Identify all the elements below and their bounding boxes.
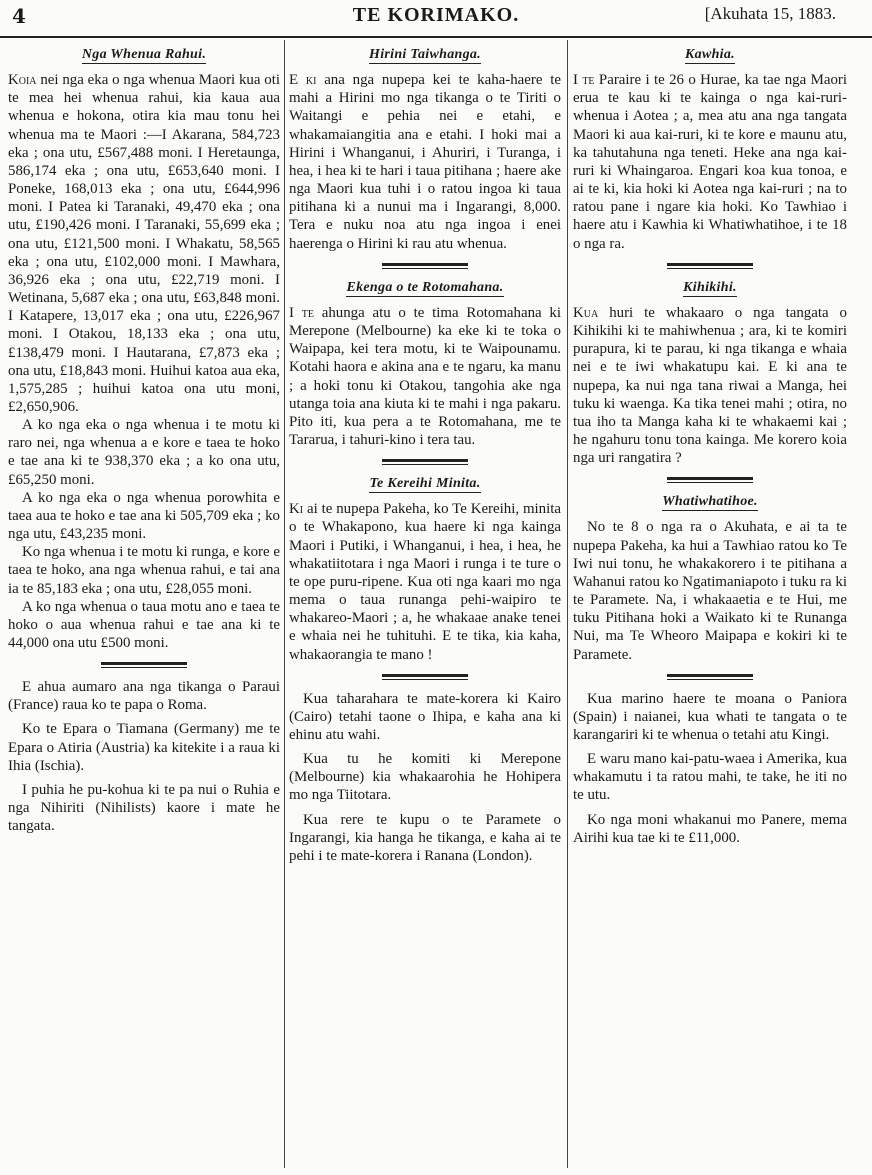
article-paragraph: E waru mano kai-patu-waea i Amerika, kua whakamutu i ta ratou mahi, te take, he iti no te utu. <box>573 751 847 804</box>
column-3 <box>573 40 847 1170</box>
article-paragraph: I te ahunga atu o te tima Rotomahana ki Merepone (Melbourne) ka eke ki te toka o Waipapa, kei tera motu, ki te Waipounamu. Kotahi haora e akina ana e te ngaru, ka manu ; a hoki tonu ki Otakou, tangohia ake nga utanga toia ana kiuta ki te mahi i nga pakaru. Pito iti, kua pera a te Rotomahana, me te Tararua, i tahuri-kino i tera tau. <box>289 304 561 448</box>
article-paragraph: Ko nga moni whakanui mo Panere, mema Airihi kua tae ki te £11,000. <box>573 811 847 846</box>
lead-word: Koia <box>8 72 37 89</box>
lead-word: E ki <box>289 72 317 89</box>
lead-word: Ki <box>289 501 304 518</box>
heading-te-kereihi-minita: Te Kereihi Minita. <box>369 476 481 492</box>
issue-date: [Akuhata 15, 1883. <box>704 4 836 23</box>
article-paragraph: A ko nga whenua o taua motu ano e taea te hoko o aua whenua rahui e tae ana ki te 44,000 ona utu £500 moni. <box>8 598 280 651</box>
section-divider <box>382 263 468 269</box>
section-divider <box>667 263 753 269</box>
article-paragraph: E ahua aumaro ana nga tikanga o Paraui (France) raua ko te papa o Roma. <box>8 679 280 714</box>
heading-whatiwhatihoe: Whatiwhatihoe. <box>662 494 758 510</box>
page-number: 4 <box>12 4 26 28</box>
article-paragraph: I te Paraire i te 26 o Hurae, ka tae nga Maori erua te kau ki te kainga o nga kai-ruri-whenua i Aotea ; a, mea atu ana nga tangata Maori ki aua kai-ruri, ki te kore e maunu atu, ka tahutahuna nga teneti. Heke ana nga kai-ruri ki Whaingaroa. Engari koa kua tonoa, e ai te ki, kia hoki ki Aotea nga kai-ruri ; na to ratou pane i ngare kia hoki. Ko Tawhiao i haere atu i Kawhia ki Whatiwhatihoe, i te 18 o nga ra. <box>573 72 847 252</box>
heading-kawhia: Kawhia. <box>685 47 735 62</box>
column-1 <box>8 40 280 1170</box>
article-paragraph: A ko nga eka o nga whenua i te motu ki raro nei, nga whenua a e kore e taea te hoko e tae ana ki te 938,370 eka ; a ko ona utu, £65,250 moni. <box>8 417 280 488</box>
article-paragraph: Ko nga whenua i te motu ki runga, e kore e taea te hoko, ana nga whenua rahui, e tai ana ia te 85,183 eka ; ona utu, £28,055 moni. <box>8 544 280 597</box>
masthead <box>0 0 872 38</box>
article-paragraph: Ko te Epara o Tiamana (Germany) me te Epara o Atiria (Austria) ka kitekite i a raua ki Ihia (Ischia). <box>8 721 280 774</box>
section-divider <box>382 459 468 465</box>
heading-hirini-taiwhanga: Hirini Taiwhanga. <box>369 47 481 62</box>
lead-word: I te <box>289 304 314 321</box>
heading-nga-whenua-rahui: Nga Whenua Rahui. <box>81 47 207 62</box>
column-rule-left <box>284 40 285 1168</box>
heading-ekenga-rotomahana: Ekenga o te Rotomahana. <box>346 279 504 295</box>
section-divider <box>101 662 187 668</box>
article-paragraph: A ko nga eka o nga whenua porowhita e taea aua te hoko e tae ana ki 505,709 eka ; ko nga utu, £43,235 moni. <box>8 489 280 543</box>
section-divider <box>382 674 468 680</box>
article-paragraph: Ki ai te nupepa Pakeha, ko Te Kereihi, minita o te Whakapono, kua haere ki nga kainga Maori i Putiki, i Whanganui, i hea, i hea, he whakatiitotara i nga Maori i runga i te ture o te ope puru-ripene. Kua oti nga kaari mo nga mema o taua runanga pehi-waipiro te whakareo-Maori ; a, he whakaae anake tenei e whaia nei he tuhituhi. E te tika, kia kaha, whakaorangia te mano ! <box>289 501 561 663</box>
article-paragraph: Kua rere te kupu o te Paramete o Ingarangi, kia hanga he tikanga, e kaha ai te pehi i te mate-korera i Ranana (London). <box>289 811 561 864</box>
article-paragraph: Kua marino haere te moana o Paniora (Spain) i naianei, kua whati te tangata o te karangariri ki te whenua o tetahi atu Kingi. <box>573 690 847 743</box>
newspaper-title: TE KORIMAKO. <box>352 4 520 26</box>
article-paragraph: No te 8 o nga ra o Akuhata, e ai ta te nupepa Pakeha, ka hui a Tawhiao ratou ko Te Iwi nui tonu, he whakakorero i te pitihana a Wahanui ratou ko Ngatimaniapoto i tuku ra ki te Paramete. Na, i whakaaetia e te Hui, me tuku Pitihana hoki a Waikato ki te Runanga Nui, ma Te Wheoro Maipapa e kokiri ki te Paramete. <box>573 519 847 663</box>
section-divider <box>667 674 753 680</box>
heading-kihikihi: Kihikihi. <box>683 279 737 295</box>
article-paragraph: Kua huri te whakaaro o nga tangata o Kihikihi ki te mahiwhenua ; ara, ki te komiri purapura, ki te parau, ki nga tikanga e whaia nei e te iwi whakatupu kai. E ki ana te nupepa, ka nui nga tana riwai a Manga, hei tuku ki waenga. Ka tika tenei mahi ; otira, no tua iho ta Manga kaha ki te whakaemi kai ; he ngahuru tonu tona kainga. Me korero koia nga uri rangatira ? <box>573 304 847 467</box>
column-rule-right <box>567 40 568 1168</box>
article-paragraph: Koia nei nga eka o nga whenua Maori kua oti te mea hei whenua rahui, kia kaua aua whenua e hokona, otira kia mau tonu hei whenua ma te Maori :—I Akarana, 584,723 eka ; ona utu, £567,488 moni. I Heretaunga, 586,174 eka ; ona utu, £653,640 moni. I Poneke, 168,013 eka ; ona utu, £644,996 moni. I Patea ki Taranaki, 49,470 eka ; ona utu, £190,426 moni. I Taranaki, 55,699 eka ; ona utu, £121,500 moni. I Whakatu, 58,565 eka ; ona utu, £102,000 moni. I Mawhara, 36,926 eka ; ona utu, £22,719 moni. I Wetinana, 5,687 eka ; ona utu, £63,848 moni. I Katapere, 13,017 eka ; ona utu, £226,967 moni. I Otakou, 18,133 eka ; ona utu, £138,479 moni. I Hautarana, £7,873 eka ; ona utu, £18,843 moni. Huihui katoa aua eka, 1,575,285 ; huihui katoa ona utu moni, £2,650,906. <box>8 72 280 415</box>
article-paragraph: Kua tu he komiti ki Merepone (Melbourne) kia whakaarohia he Hohipera mo nga Tiitotara. <box>289 751 561 804</box>
article-paragraph: E ki ana nga nupepa kei te kaha-haere te mahi a Hirini mo nga tikanga o te Tiriti o Waitangi e pehia nei e etahi, e whakamaiangitia ana e etahi. I hoki mai a Hirini i Whanganui, i Ahuriri, i Turanga, i hea, i hea ki te hari i taua pitihana ; haere ake nga Maori kua tuhi i o ratou ingoa ki taua pitihana ki a nunui ma i Ingarangi, 8,000. Tera e nuku noa atu nga ingoa i enei haerenga o Hirini ki rau atu whenua. <box>289 72 561 252</box>
article-paragraph: I puhia he pu-kohua ki te pa nui o Ruhia e nga Nihiriti (Nihilists) kaore i mate he tangata. <box>8 781 280 835</box>
column-2 <box>289 40 561 1170</box>
lead-word: Kua <box>573 304 599 321</box>
article-paragraph: Kua taharahara te mate-korera ki Kairo (Cairo) tetahi taone o Ihipa, e kaha ana ki ehinu atu wahi. <box>289 690 561 743</box>
section-divider <box>667 477 753 483</box>
lead-word: I te <box>573 72 595 89</box>
